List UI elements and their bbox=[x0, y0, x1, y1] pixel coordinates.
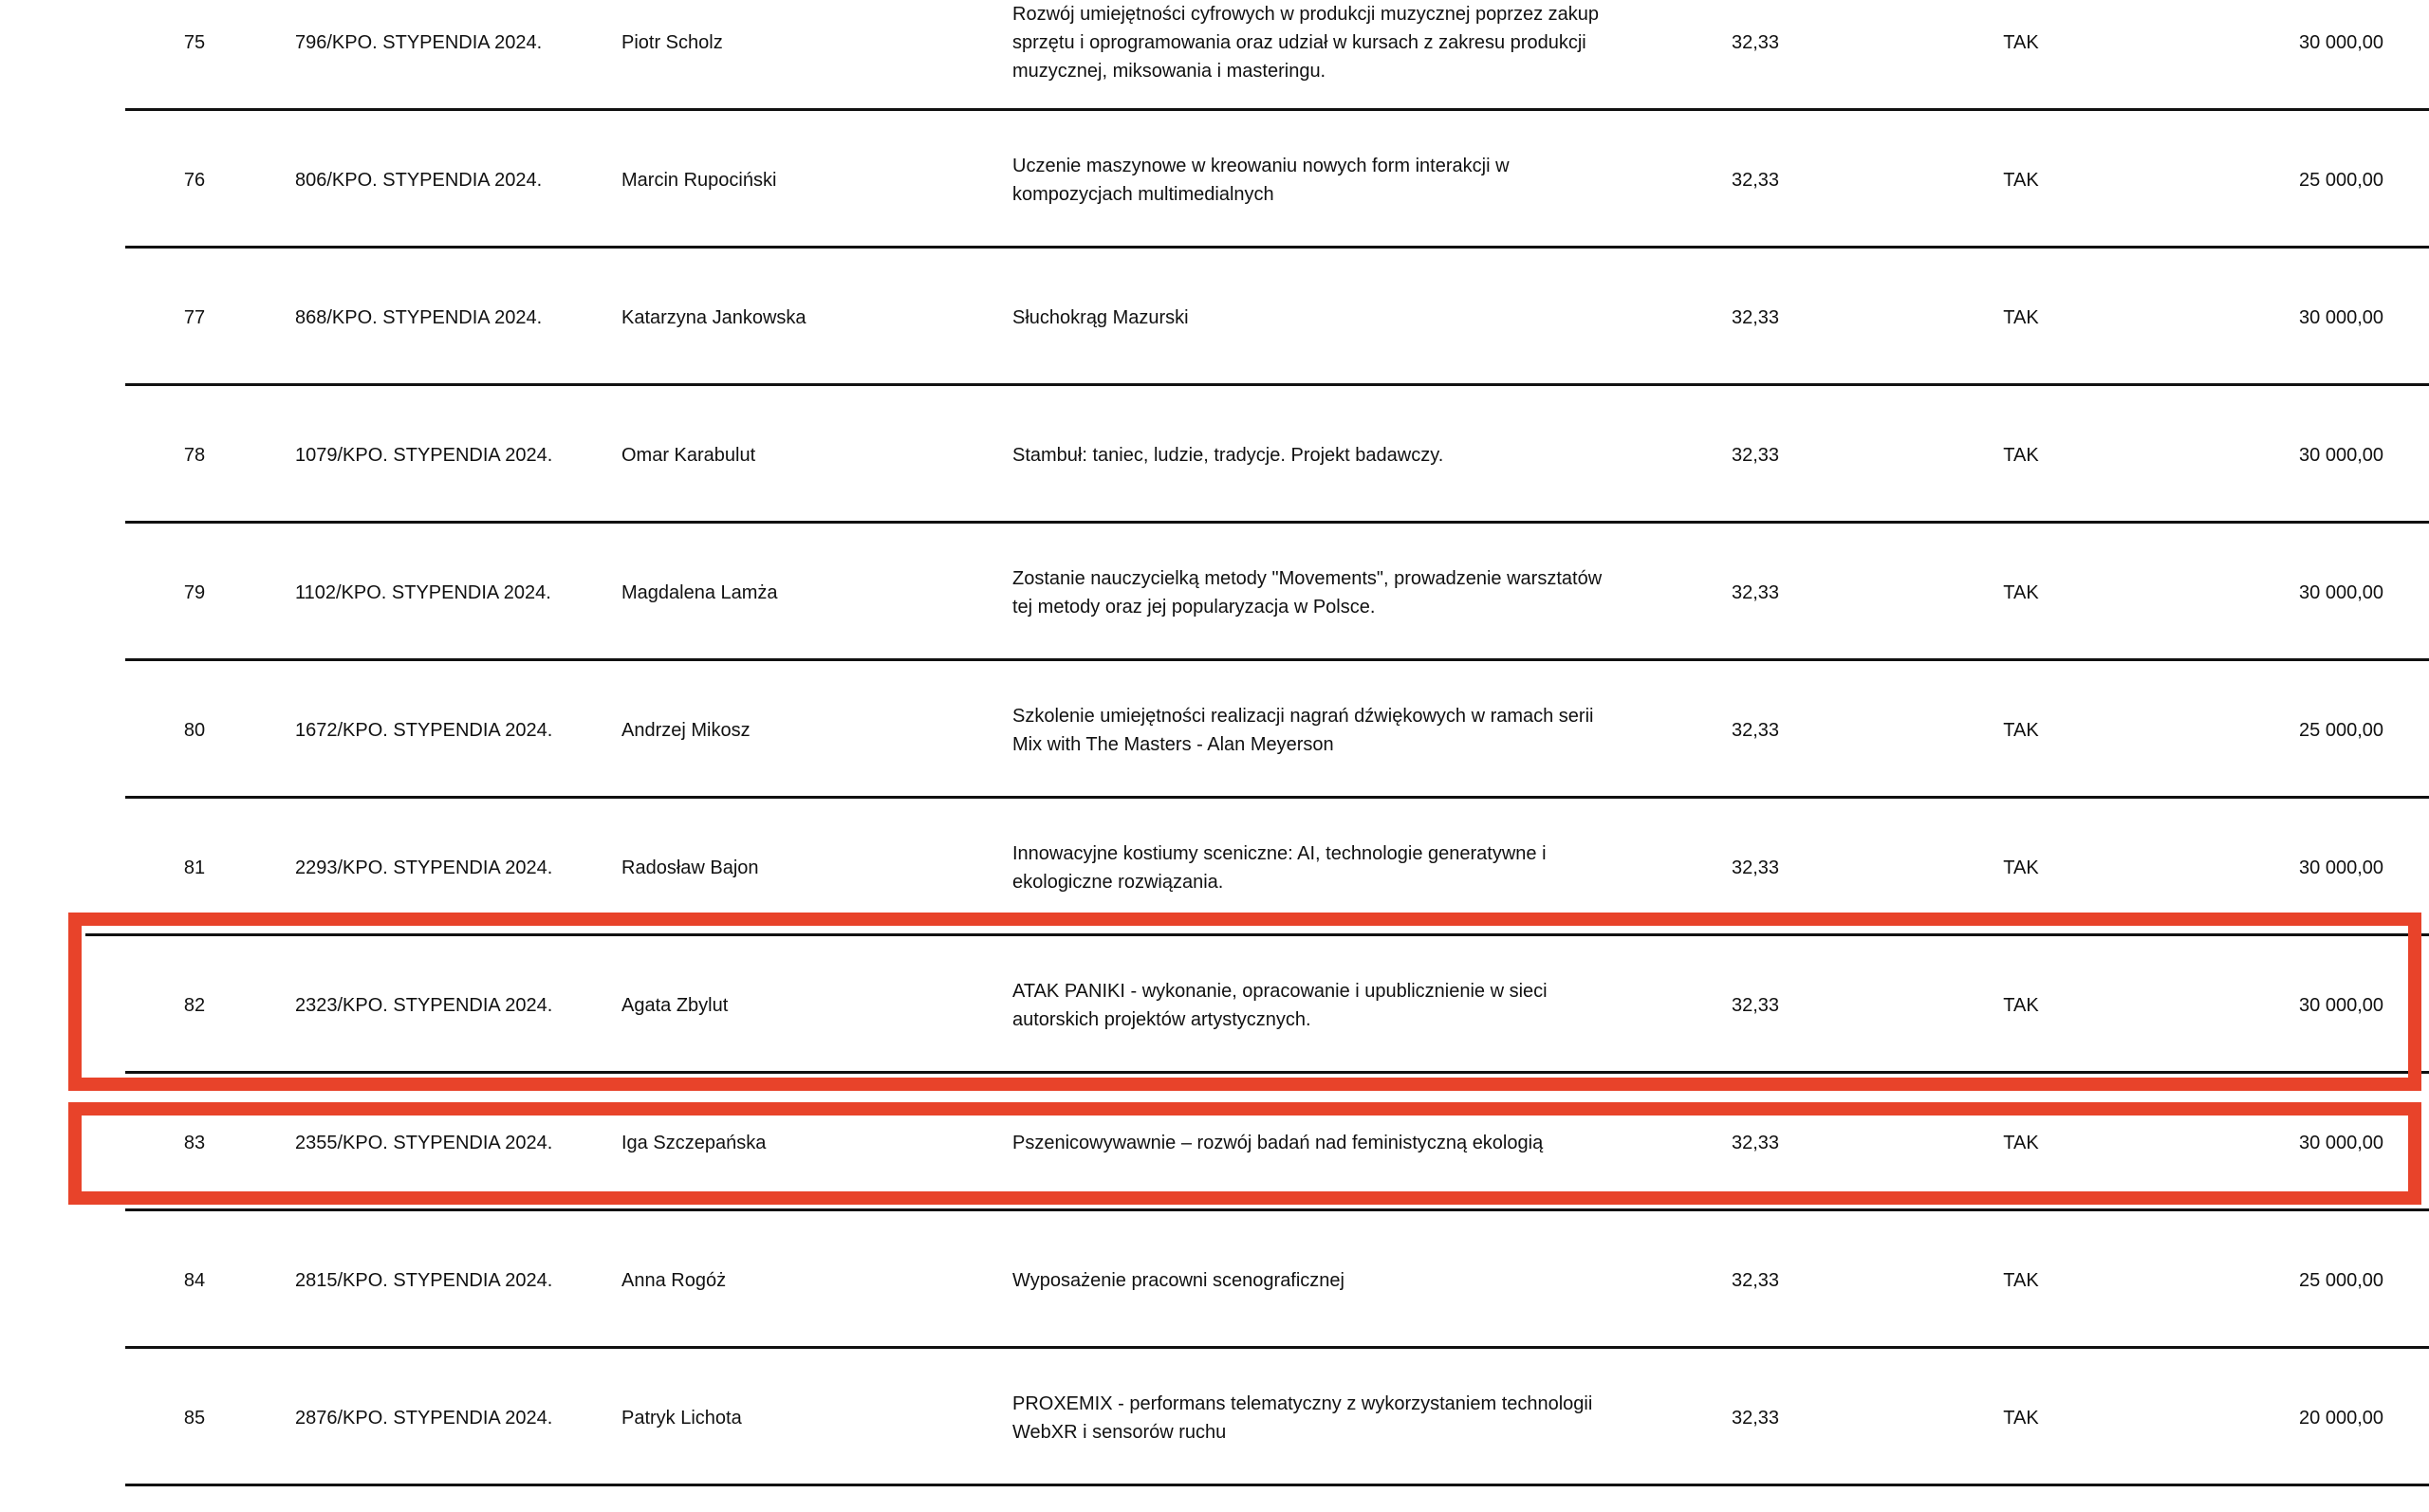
approved-flag: TAK bbox=[2003, 31, 2039, 53]
score: 32,33 bbox=[1731, 994, 1780, 1016]
table-row bbox=[0, 0, 2429, 111]
table-row bbox=[0, 386, 2429, 524]
application-number: 2355/KPO. STYPENDIA 2024. bbox=[295, 1132, 553, 1153]
score: 32,33 bbox=[1731, 1269, 1780, 1291]
applicant-name: Radosław Bajon bbox=[621, 857, 759, 878]
approved-flag: TAK bbox=[2003, 444, 2039, 466]
application-number: 796/KPO. STYPENDIA 2024. bbox=[295, 31, 543, 53]
score: 32,33 bbox=[1731, 581, 1780, 603]
project-title-text: Pszenicowywawnie – rozwój badań nad feministyczną ekologią bbox=[1012, 1132, 1544, 1153]
table-row bbox=[0, 936, 2429, 1074]
applicant-name: Patryk Lichota bbox=[621, 1407, 742, 1429]
table-row bbox=[0, 799, 2429, 936]
project-title bbox=[1012, 936, 1620, 1074]
application-number: 1079/KPO. STYPENDIA 2024. bbox=[295, 444, 553, 466]
row-number: 78 bbox=[183, 444, 206, 466]
score: 32,33 bbox=[1731, 1132, 1780, 1153]
table-row bbox=[0, 111, 2429, 249]
project-title-text: Uczenie maszynowe w kreowaniu nowych form interakcji w kompozycjach multimedialnych bbox=[1012, 155, 1510, 205]
application-number: 2323/KPO. STYPENDIA 2024. bbox=[295, 994, 553, 1016]
applicant-name: Magdalena Lamża bbox=[621, 581, 778, 603]
project-title bbox=[1012, 249, 1620, 386]
project-title bbox=[1012, 0, 1620, 111]
grant-amount: 25 000,00 bbox=[2299, 1269, 2383, 1291]
applicant-name: Marcin Rupociński bbox=[621, 169, 777, 191]
project-title-text: PROXEMIX - performans telematyczny z wykorzystaniem technologii WebXR i sensorów ruchu bbox=[1012, 1392, 1593, 1443]
table-row bbox=[0, 1349, 2429, 1486]
project-title bbox=[1012, 799, 1620, 936]
grant-amount: 20 000,00 bbox=[2299, 1407, 2383, 1429]
application-number: 806/KPO. STYPENDIA 2024. bbox=[295, 169, 543, 191]
project-title bbox=[1012, 1074, 1620, 1211]
grant-amount: 25 000,00 bbox=[2299, 169, 2383, 191]
project-title-text: Rozwój umiejętności cyfrowych w produkcji muzycznej poprzez zakup sprzętu i oprogramowania oraz udział w kursach z zakresu produkcji muzycznej, miksowania i masteringu. bbox=[1012, 3, 1600, 82]
project-title bbox=[1012, 661, 1620, 799]
approved-flag: TAK bbox=[2003, 169, 2039, 191]
grant-amount: 30 000,00 bbox=[2299, 306, 2383, 328]
project-title bbox=[1012, 1211, 1620, 1349]
grant-amount: 30 000,00 bbox=[2299, 1132, 2383, 1153]
table-row bbox=[0, 1211, 2429, 1349]
project-title bbox=[1012, 524, 1620, 661]
applicant-name: Agata Zbylut bbox=[621, 994, 729, 1016]
project-title-text: ATAK PANIKI - wykonanie, opracowanie i upublicznienie w sieci autorskich projektów artystycznych. bbox=[1012, 980, 1548, 1030]
grant-amount: 30 000,00 bbox=[2299, 857, 2383, 878]
row-number: 77 bbox=[183, 306, 206, 328]
table-row bbox=[0, 1074, 2429, 1211]
approved-flag: TAK bbox=[2003, 994, 2039, 1016]
project-title-text: Zostanie nauczycielką metody "Movements", prowadzenie warsztatów tej metody oraz jej popularyzacja w Polsce. bbox=[1012, 567, 1603, 618]
row-number: 76 bbox=[183, 169, 206, 191]
approved-flag: TAK bbox=[2003, 857, 2039, 878]
approved-flag: TAK bbox=[2003, 719, 2039, 741]
row-number: 84 bbox=[183, 1269, 206, 1291]
row-number: 81 bbox=[183, 857, 206, 878]
row-number: 85 bbox=[183, 1407, 206, 1429]
grant-amount: 30 000,00 bbox=[2299, 581, 2383, 603]
project-title-text: Szkolenie umiejętności realizacji nagrań dźwiękowych w ramach serii Mix with The Masters - Alan Meyerson bbox=[1012, 705, 1594, 755]
table-row bbox=[0, 249, 2429, 386]
score: 32,33 bbox=[1731, 169, 1780, 191]
score: 32,33 bbox=[1731, 306, 1780, 328]
row-number: 82 bbox=[183, 994, 206, 1016]
application-number: 1672/KPO. STYPENDIA 2024. bbox=[295, 719, 553, 741]
row-number: 83 bbox=[183, 1132, 206, 1153]
approved-flag: TAK bbox=[2003, 581, 2039, 603]
applicant-name: Andrzej Mikosz bbox=[621, 719, 751, 741]
row-number: 80 bbox=[183, 719, 206, 741]
project-title bbox=[1012, 111, 1620, 249]
project-title bbox=[1012, 386, 1620, 524]
application-number: 2293/KPO. STYPENDIA 2024. bbox=[295, 857, 553, 878]
score: 32,33 bbox=[1731, 31, 1780, 53]
grant-amount: 30 000,00 bbox=[2299, 31, 2383, 53]
grant-amount: 30 000,00 bbox=[2299, 444, 2383, 466]
project-title-text: Słuchokrąg Mazurski bbox=[1012, 306, 1189, 328]
score: 32,33 bbox=[1731, 444, 1780, 466]
approved-flag: TAK bbox=[2003, 1407, 2039, 1429]
score: 32,33 bbox=[1731, 1407, 1780, 1429]
application-number: 2876/KPO. STYPENDIA 2024. bbox=[295, 1407, 553, 1429]
project-title-text: Wyposażenie pracowni scenograficznej bbox=[1012, 1269, 1344, 1291]
score: 32,33 bbox=[1731, 857, 1780, 878]
row-number: 79 bbox=[183, 581, 206, 603]
applicant-name: Omar Karabulut bbox=[621, 444, 756, 466]
application-number: 868/KPO. STYPENDIA 2024. bbox=[295, 306, 543, 328]
table-row bbox=[0, 661, 2429, 799]
project-title-text: Innowacyjne kostiumy sceniczne: AI, technologie generatywne i ekologiczne rozwiązania. bbox=[1012, 842, 1547, 893]
project-title bbox=[1012, 1349, 1620, 1486]
applicant-name: Piotr Scholz bbox=[621, 31, 723, 53]
grant-amount: 30 000,00 bbox=[2299, 994, 2383, 1016]
row-divider bbox=[125, 1484, 2429, 1486]
project-title-text: Stambuł: taniec, ludzie, tradycje. Projekt badawczy. bbox=[1012, 444, 1444, 466]
applicant-name: Katarzyna Jankowska bbox=[621, 306, 807, 328]
approved-flag: TAK bbox=[2003, 1269, 2039, 1291]
grant-amount: 25 000,00 bbox=[2299, 719, 2383, 741]
approved-flag: TAK bbox=[2003, 1132, 2039, 1153]
table-row bbox=[0, 524, 2429, 661]
applicant-name: Anna Rogóż bbox=[621, 1269, 727, 1291]
application-number: 2815/KPO. STYPENDIA 2024. bbox=[295, 1269, 553, 1291]
score: 32,33 bbox=[1731, 719, 1780, 741]
application-number: 1102/KPO. STYPENDIA 2024. bbox=[295, 581, 551, 603]
row-number: 75 bbox=[183, 31, 206, 53]
approved-flag: TAK bbox=[2003, 306, 2039, 328]
applicant-name: Iga Szczepańska bbox=[621, 1132, 767, 1153]
